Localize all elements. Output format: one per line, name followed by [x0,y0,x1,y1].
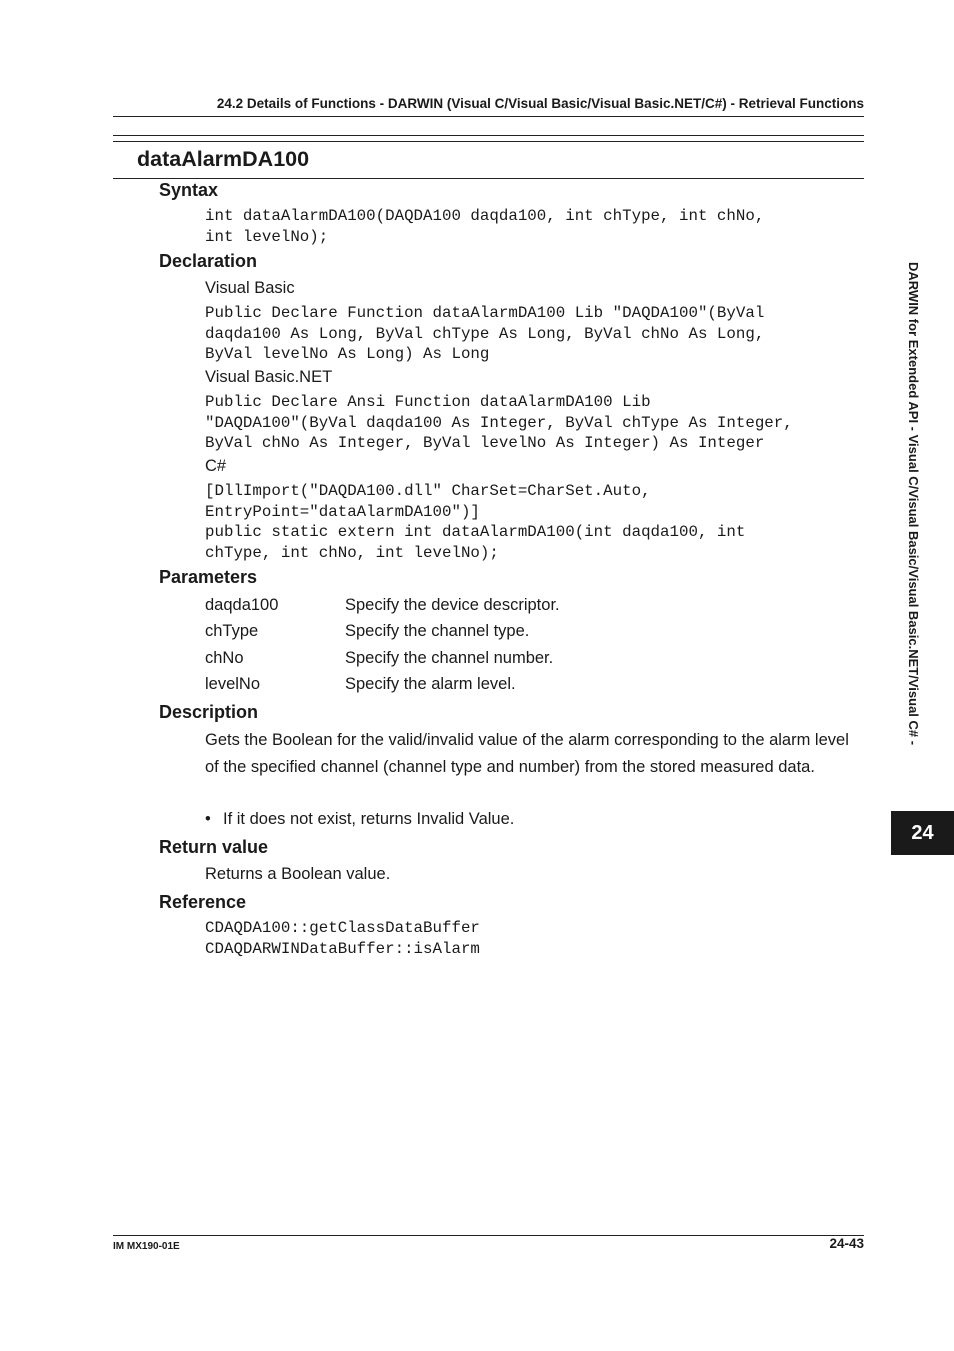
section-parameters: Parameters [159,567,258,587]
csharp-label: C# [205,457,227,475]
description-bullet [205,810,514,829]
param-name: daqda100 [205,596,279,614]
vbnet-label: Visual Basic.NET [205,368,333,386]
section-declaration: Declaration [159,251,258,271]
title-rule-lower [113,141,864,142]
section-description: Description [159,702,259,722]
function-title: dataAlarmDA100 [137,147,310,171]
param-name: chType [205,622,259,640]
description-text: Gets the Boolean for the valid/invalid value of the alarm corresponding to the alarm level of the specified channel (channel type and number) from the stored measured data. [205,731,849,776]
param-name: chNo [205,649,244,667]
param-description: Specify the device descriptor. [345,596,560,614]
param-description: Specify the channel type. [345,622,530,640]
page-number: 24-43 [829,1236,864,1251]
section-return-value: Return value [159,837,269,857]
reference-code: CDAQDA100::getClassDataBuffer CDAQDARWINDataBuffer::isAlarm [205,919,480,958]
vbnet-declaration-code: Public Declare Ansi Function dataAlarmDA100 Lib "DAQDA100"(ByVal daqda100 As Integer, ByVal chType As Integer, ByVal chNo As Integer, ByVal levelNo As Integer) As Integer [205,393,793,453]
section-reference: Reference [159,892,247,912]
bullet-marker: • [205,810,211,828]
function-title-underline [113,178,864,179]
csharp-declaration-code: [DllImport("DAQDA100.dll" CharSet=CharSet.Auto, EntryPoint="dataAlarmDA100")] public static extern int dataAlarmDA100(int daqda100, int chType, int chNo, int levelNo); [205,482,746,562]
manual-id: IM MX190-01E [113,1241,180,1252]
section-syntax: Syntax [159,180,219,200]
header-rule [113,116,864,117]
vb-label: Visual Basic [205,279,295,297]
vb-declaration-code: Public Declare Function dataAlarmDA100 Lib "DAQDA100"(ByVal daqda100 As Long, ByVal chType As Long, ByVal chNo As Long, ByVal levelNo As Long) As Long [205,304,765,364]
bullet-text: If it does not exist, returns Invalid Value. [223,810,515,828]
param-description: Specify the channel number. [345,649,554,667]
param-name: levelNo [205,675,261,693]
running-header: 24.2 Details of Functions - DARWIN (Visual C/Visual Basic/Visual Basic.NET/C#) - Retrieval Functions [216,96,864,111]
chapter-sidebar-title: DARWIN for Extended API - Visual C/Visual Basic/Visual Basic.NET/Visual C# - [906,262,921,746]
footer-rule [113,1235,864,1236]
return-value-text: Returns a Boolean value. [205,865,391,883]
chapter-tab: 24 [891,811,954,855]
param-description: Specify the alarm level. [345,675,516,693]
title-rule-upper [113,135,864,136]
syntax-code: int dataAlarmDA100(DAQDA100 daqda100, int chType, int chNo, int levelNo); [205,207,765,246]
